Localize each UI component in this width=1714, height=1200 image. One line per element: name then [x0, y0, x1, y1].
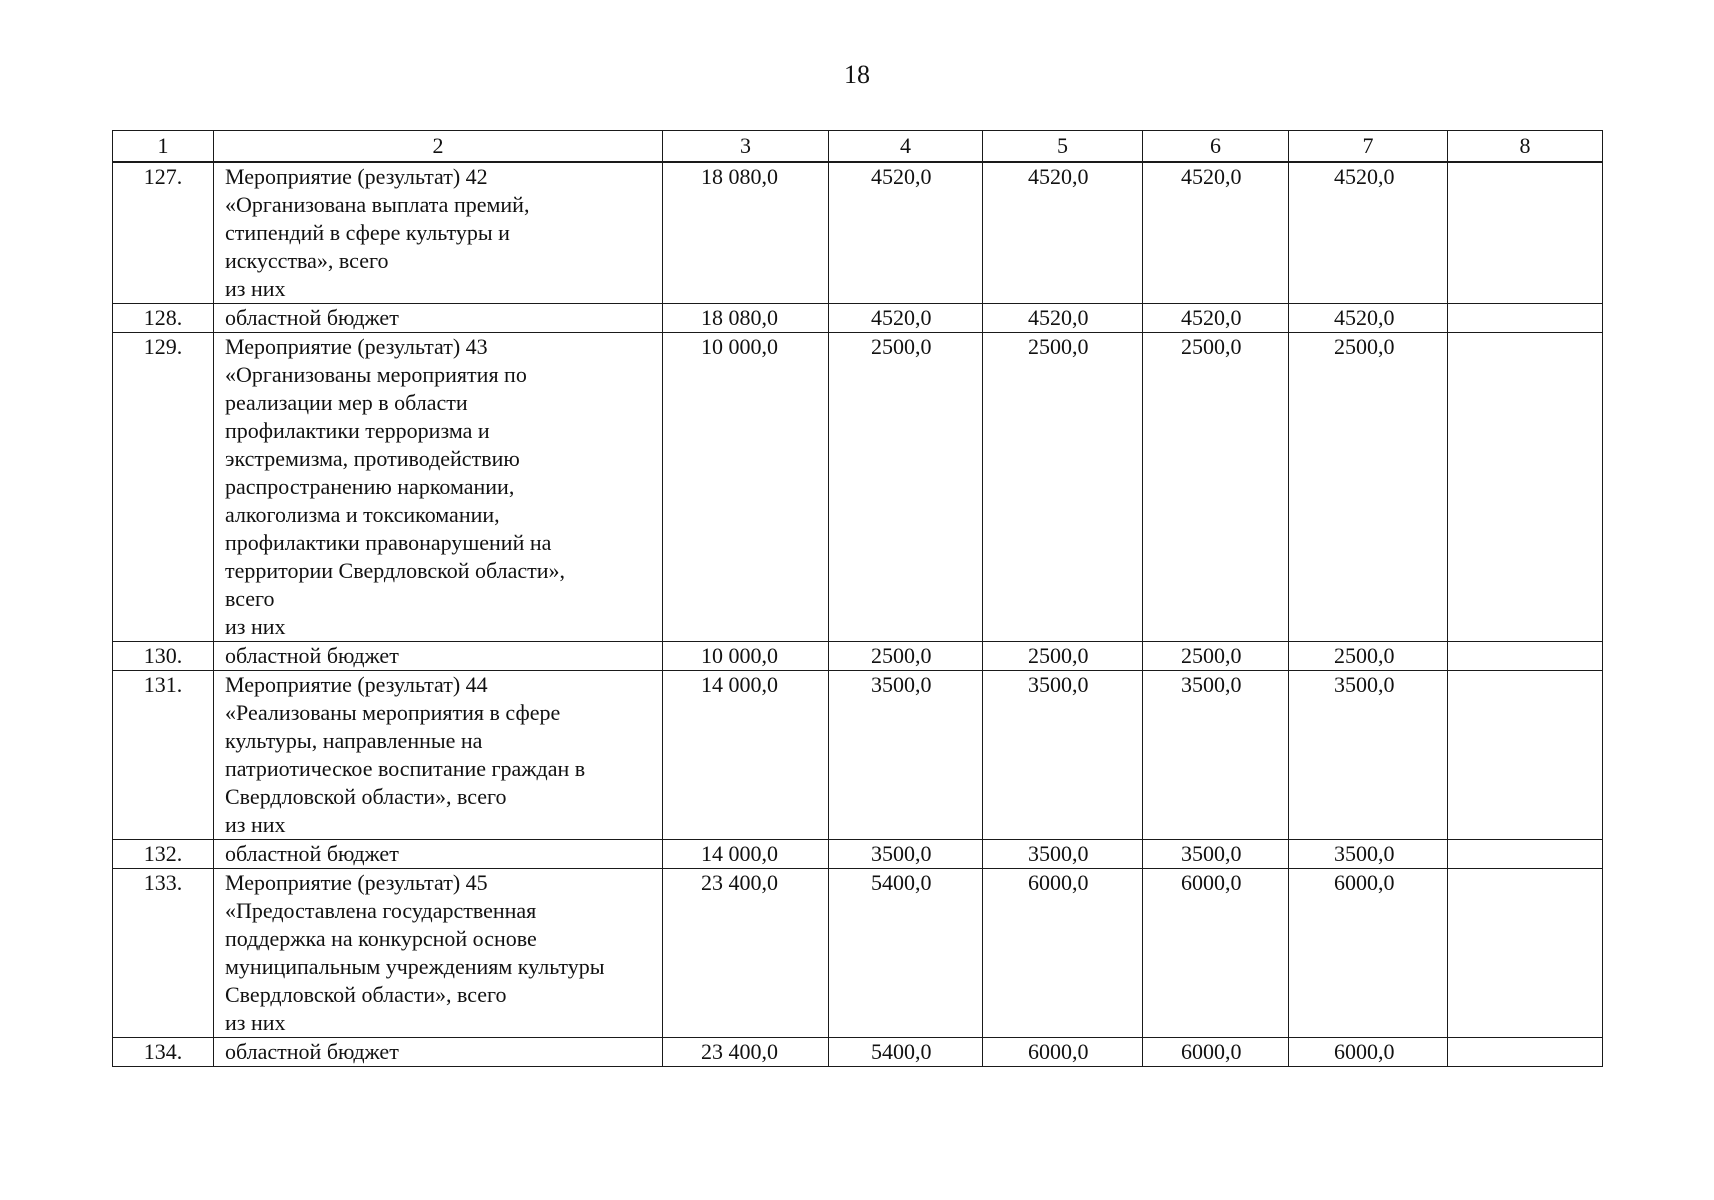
value-cell-col5 — [983, 642, 1143, 671]
value-cell-col5 — [983, 1038, 1143, 1067]
value-cell-col4 — [829, 840, 983, 869]
value-cell-col3 — [663, 333, 829, 642]
value-text: 4520,0 — [871, 305, 932, 330]
value-cell-col6 — [1143, 1038, 1289, 1067]
value-cell-col4 — [829, 333, 983, 642]
row-number-cell: 129. — [113, 333, 214, 642]
value-text: 2500,0 — [871, 643, 932, 668]
value-text: 14 000,0 — [701, 672, 778, 697]
value-text: 6000,0 — [1181, 1039, 1242, 1064]
value-text: 10 000,0 — [701, 643, 778, 668]
row-number-cell: 130. — [113, 642, 214, 671]
value-cell-col7 — [1289, 869, 1448, 1038]
row-description-cell: областной бюджет — [214, 1038, 663, 1067]
value-cell-col5 — [983, 304, 1143, 333]
table-row — [113, 304, 1603, 333]
value-text: 2500,0 — [871, 334, 932, 359]
value-cell-col4 — [829, 304, 983, 333]
value-cell-col8 — [1448, 162, 1603, 304]
value-text: 6000,0 — [1181, 870, 1242, 895]
row-description-cell: областной бюджет — [214, 304, 663, 333]
value-cell-col3 — [663, 304, 829, 333]
value-cell-col7 — [1289, 304, 1448, 333]
value-cell-col6 — [1143, 304, 1289, 333]
value-cell-col6 — [1143, 869, 1289, 1038]
value-cell-col8 — [1448, 840, 1603, 869]
value-cell-col5 — [983, 840, 1143, 869]
value-text: 4520,0 — [1334, 305, 1395, 330]
table-row — [113, 869, 1603, 1038]
value-cell-col8 — [1448, 642, 1603, 671]
value-cell-col8 — [1448, 869, 1603, 1038]
row-description-cell: Мероприятие (результат) 42 «Организована выплата премий, стипендий в сфере культуры и искусства», всего из них — [214, 162, 663, 304]
column-header-8: 8 — [1448, 131, 1603, 163]
value-text: 4520,0 — [1181, 164, 1242, 189]
column-header-5: 5 — [983, 131, 1143, 163]
value-cell-col4 — [829, 642, 983, 671]
value-cell-col3 — [663, 162, 829, 304]
value-cell-col5 — [983, 869, 1143, 1038]
value-cell-col7 — [1289, 1038, 1448, 1067]
value-cell-col8 — [1448, 1038, 1603, 1067]
value-text: 2500,0 — [1181, 643, 1242, 668]
row-number-cell: 131. — [113, 671, 214, 840]
value-text: 3500,0 — [1028, 672, 1089, 697]
value-cell-col6 — [1143, 840, 1289, 869]
value-text: 2500,0 — [1028, 643, 1089, 668]
value-cell-col7 — [1289, 671, 1448, 840]
row-number-cell: 134. — [113, 1038, 214, 1067]
value-text: 3500,0 — [871, 841, 932, 866]
value-cell-col7 — [1289, 840, 1448, 869]
row-number-cell: 128. — [113, 304, 214, 333]
table-header-row — [113, 131, 1603, 163]
value-cell-col3 — [663, 1038, 829, 1067]
row-number-cell: 132. — [113, 840, 214, 869]
value-cell-col6 — [1143, 333, 1289, 642]
value-text: 2500,0 — [1334, 334, 1395, 359]
value-cell-col4 — [829, 1038, 983, 1067]
value-text: 23 400,0 — [701, 1039, 778, 1064]
table-row — [113, 162, 1603, 304]
value-text: 5400,0 — [871, 1039, 932, 1064]
value-cell-col7 — [1289, 333, 1448, 642]
value-text: 4520,0 — [1028, 164, 1089, 189]
row-description-cell: Мероприятие (результат) 43 «Организованы мероприятия по реализации мер в области профилактики терроризма и экстремизма, противодействию распространению наркомании, алкоголизма и токсикомании, профилактики правонарушений на территории Свердловской области», всего из них — [214, 333, 663, 642]
value-text: 18 080,0 — [701, 305, 778, 330]
value-cell-col6 — [1143, 671, 1289, 840]
row-number-cell: 127. — [113, 162, 214, 304]
value-cell-col4 — [829, 869, 983, 1038]
value-cell-col5 — [983, 671, 1143, 840]
value-text: 3500,0 — [1181, 672, 1242, 697]
table-row — [113, 840, 1603, 869]
value-cell-col5 — [983, 333, 1143, 642]
value-text: 2500,0 — [1028, 334, 1089, 359]
table-row — [113, 333, 1603, 642]
value-cell-col5 — [983, 162, 1143, 304]
value-text: 2500,0 — [1181, 334, 1242, 359]
row-description-cell: Мероприятие (результат) 44 «Реализованы мероприятия в сфере культуры, направленные на патриотическое воспитание граждан в Свердловской области», всего из них — [214, 671, 663, 840]
value-text: 4520,0 — [1028, 305, 1089, 330]
value-text: 5400,0 — [871, 870, 932, 895]
table-row — [113, 1038, 1603, 1067]
value-cell-col8 — [1448, 333, 1603, 642]
column-header-1: 1 — [113, 131, 214, 163]
value-text: 6000,0 — [1028, 1039, 1089, 1064]
value-cell-col4 — [829, 671, 983, 840]
value-cell-col8 — [1448, 304, 1603, 333]
value-cell-col6 — [1143, 162, 1289, 304]
value-text: 4520,0 — [1181, 305, 1242, 330]
value-text: 18 080,0 — [701, 164, 778, 189]
value-text: 6000,0 — [1028, 870, 1089, 895]
row-number-cell: 133. — [113, 869, 214, 1038]
value-text: 3500,0 — [1334, 672, 1395, 697]
value-text: 14 000,0 — [701, 841, 778, 866]
value-cell-col8 — [1448, 671, 1603, 840]
table-row — [113, 642, 1603, 671]
value-text: 4520,0 — [871, 164, 932, 189]
row-description-cell: областной бюджет — [214, 642, 663, 671]
value-text: 2500,0 — [1334, 643, 1395, 668]
column-header-2: 2 — [214, 131, 663, 163]
value-text: 3500,0 — [1334, 841, 1395, 866]
value-cell-col3 — [663, 642, 829, 671]
value-cell-col7 — [1289, 642, 1448, 671]
column-header-7: 7 — [1289, 131, 1448, 163]
value-text: 23 400,0 — [701, 870, 778, 895]
table-row — [113, 671, 1603, 840]
value-text: 10 000,0 — [701, 334, 778, 359]
row-description-cell: областной бюджет — [214, 840, 663, 869]
value-text: 3500,0 — [1028, 841, 1089, 866]
value-cell-col4 — [829, 162, 983, 304]
budget-table — [112, 130, 1603, 1067]
value-cell-col3 — [663, 671, 829, 840]
row-description-cell: Мероприятие (результат) 45 «Предоставлена государственная поддержка на конкурсной основе муниципальным учреждениям культуры Свердловской области», всего из них — [214, 869, 663, 1038]
value-cell-col7 — [1289, 162, 1448, 304]
page-number: 18 — [844, 60, 870, 89]
value-text: 3500,0 — [1181, 841, 1242, 866]
column-header-4: 4 — [829, 131, 983, 163]
value-text: 4520,0 — [1334, 164, 1395, 189]
column-header-3: 3 — [663, 131, 829, 163]
value-cell-col6 — [1143, 642, 1289, 671]
value-text: 6000,0 — [1334, 1039, 1395, 1064]
value-text: 3500,0 — [871, 672, 932, 697]
value-text: 6000,0 — [1334, 870, 1395, 895]
value-cell-col3 — [663, 840, 829, 869]
column-header-6: 6 — [1143, 131, 1289, 163]
value-cell-col3 — [663, 869, 829, 1038]
